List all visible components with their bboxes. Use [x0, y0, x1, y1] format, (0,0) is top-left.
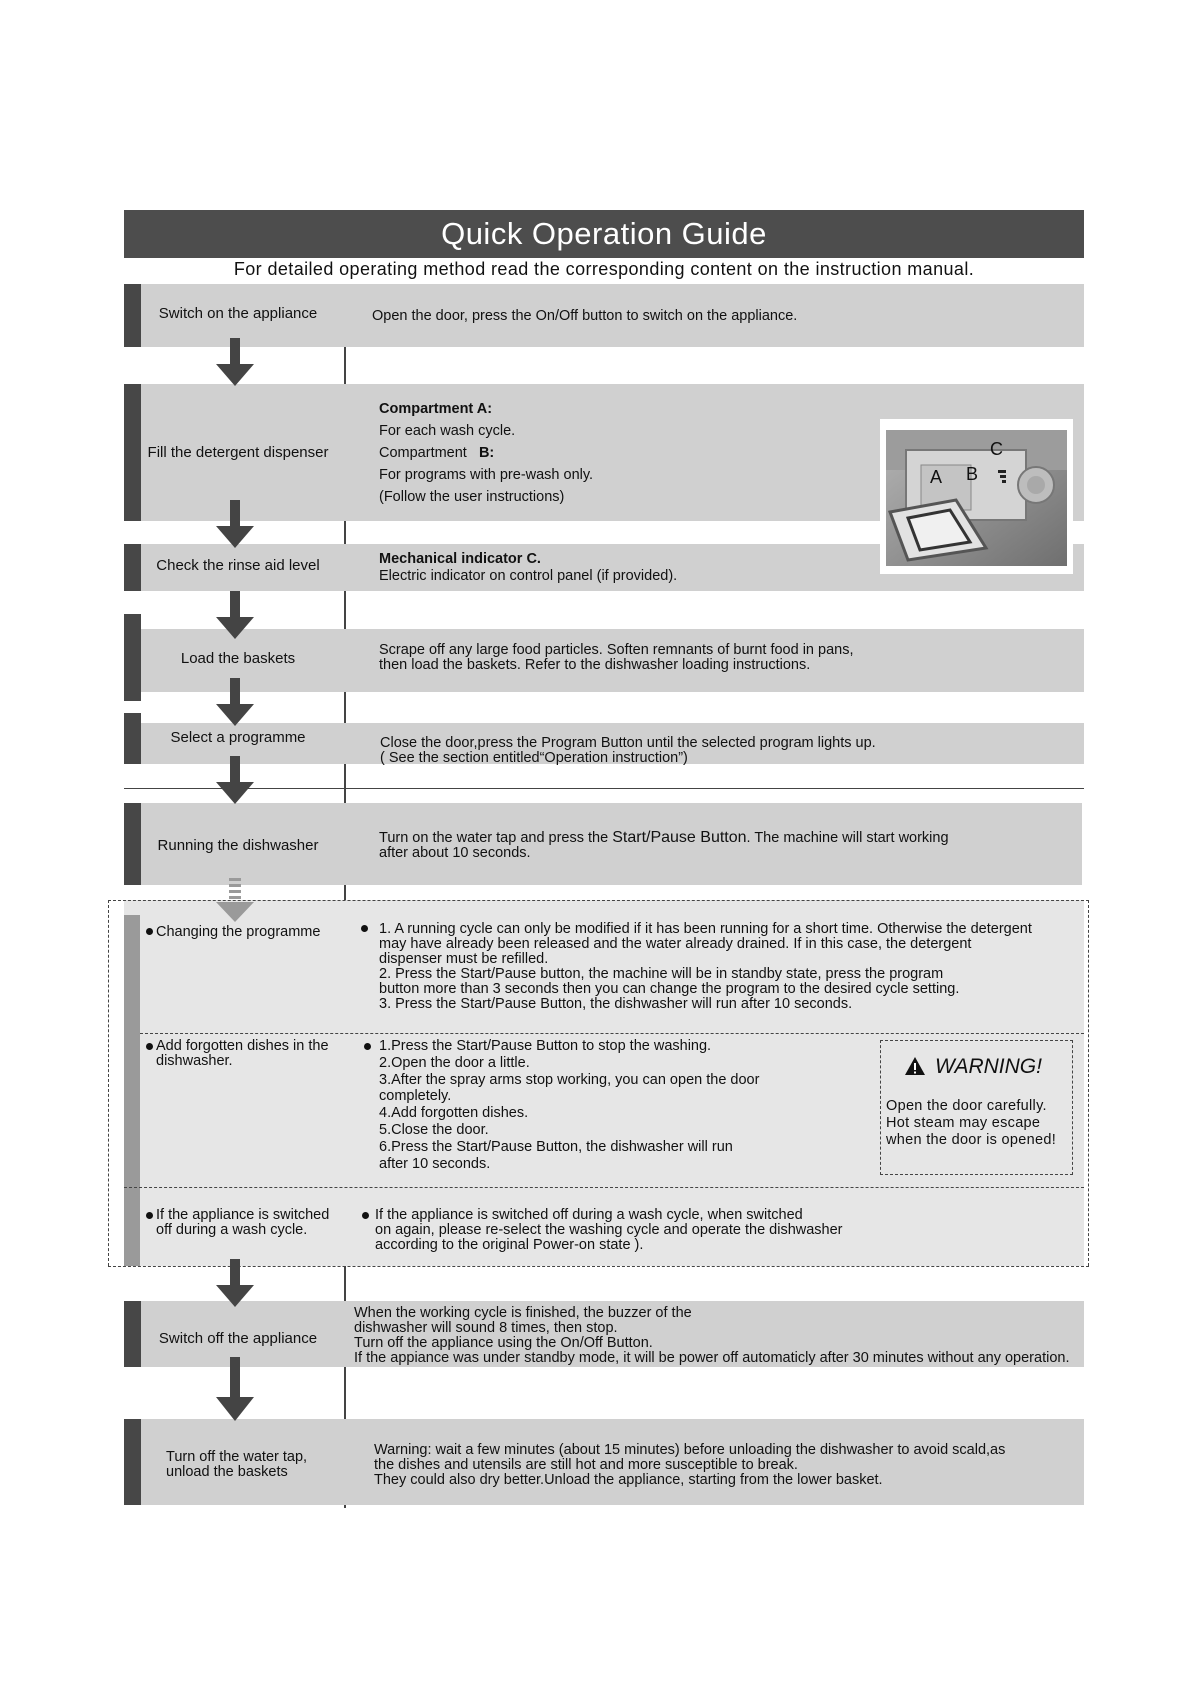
dispenser-image — [886, 430, 1067, 566]
step-fill-label: Fill the detergent dispenser — [147, 444, 329, 461]
flow-arrow-icon — [216, 678, 254, 726]
flow-arrow-icon — [216, 591, 254, 639]
warning-text: Open the door carefully. Hot steam may escape when the door is opened! — [886, 1098, 1057, 1148]
step-unload-desc: Warning: wait a few minutes (about 15 minutes) before unloading the dishwasher to avoid scald,as the dishes and utensils are still hot and more susceptible to break. They could also dry better.Unload the appliance, starting from the lower basket. — [374, 1442, 1006, 1488]
step-select-desc: Close the door,press the Program Button until the selected program lights up. ( See the section entitled“Operation instruction”) — [380, 735, 876, 766]
flow-arrow-icon — [216, 500, 254, 548]
warning-title: WARNING! — [935, 1055, 1042, 1078]
option-forgotten-label: Add forgotten dishes in the dishwasher. — [156, 1038, 329, 1069]
flow-arrow-icon — [216, 1259, 254, 1307]
step-running-desc: Turn on the water tap and press the Start/Pause Button. The machine will start working after about 10 seconds. — [379, 829, 949, 861]
step-switch-off-desc: When the working cycle is finished, the buzzer of the dishwasher will sound 8 times, then stop. Turn off the appliance using the On/Off Button. If the appiance was under standby mode, it will be power off automaticly after 30 minutes without any operation. — [354, 1305, 1070, 1366]
page-title: Quick Operation Guide — [124, 210, 1084, 258]
step-rinse-desc: Mechanical indicator C. Electric indicator on control panel (if provided). — [379, 551, 678, 584]
step-rinse-label: Check the rinse aid level — [156, 557, 320, 574]
step-switch-on-label: Switch on the appliance — [158, 305, 318, 322]
flow-arrow-icon — [216, 1357, 254, 1421]
dispenser-label-b: B — [966, 464, 979, 484]
step-running-label: Running the dishwasher — [157, 837, 319, 854]
option-forgotten-desc: 1.Press the Start/Pause Button to stop the washing. 2.Open the door a little. 3.After the spray arms stop working, you can open the door completely. 4.Add forgotten dishes. 5.Close the door. 6.Press the Start/Pause Button, the dishwasher will run after 10 seconds. — [379, 1038, 760, 1172]
step-load-label: Load the baskets — [180, 650, 296, 667]
warning-icon — [904, 1056, 926, 1076]
step-load-desc: Scrape off any large food particles. Soften remnants of burnt food in pans, then load the baskets. Refer to the dishwasher loading instructions. — [379, 642, 854, 673]
step-switch-on-desc: Open the door, press the On/Off button to switch on the appliance. — [372, 308, 798, 324]
flow-arrow-icon — [216, 756, 254, 804]
option-changing-desc: 1. A running cycle can only be modified if it has been running for a short time. Otherwise the detergent may have already been released and the water already drained. If in this case, the detergent dispenser must be refilled. 2. Press the Start/Pause button, the machine will be in standby state, press the program button more than 3 seconds then you can change the program to the desired cycle setting. 3. Press the Start/Pause Button, the dishwasher will run after 10 seconds. — [379, 921, 1032, 1012]
page-subtitle: For detailed operating method read the corresponding content on the instruction manual. — [233, 259, 975, 279]
optional-flow-arrow-icon — [216, 878, 254, 922]
option-switched-off-label: If the appliance is switched off during a wash cycle. — [156, 1207, 330, 1238]
option-switched-off-desc: If the appliance is switched off during a wash cycle, when switched on again, please re-select the washing cycle and operate the dishwasher according to the original Power-on state ). — [375, 1207, 843, 1253]
option-changing-label: Changing the programme — [156, 924, 321, 940]
step-unload-label: Turn off the water tap, unload the baskets — [166, 1449, 308, 1480]
step-select-label: Select a programme — [170, 729, 306, 746]
flow-arrow-icon — [216, 338, 254, 386]
step-fill-desc: Compartment A: For each wash cycle. Compartment B: For programs with pre-wash only. (Follow the user instructions) — [379, 401, 594, 505]
dispenser-label-c: C — [990, 439, 1003, 459]
dispenser-label-a: A — [930, 467, 943, 487]
step-switch-off-label: Switch off the appliance — [158, 1330, 318, 1347]
